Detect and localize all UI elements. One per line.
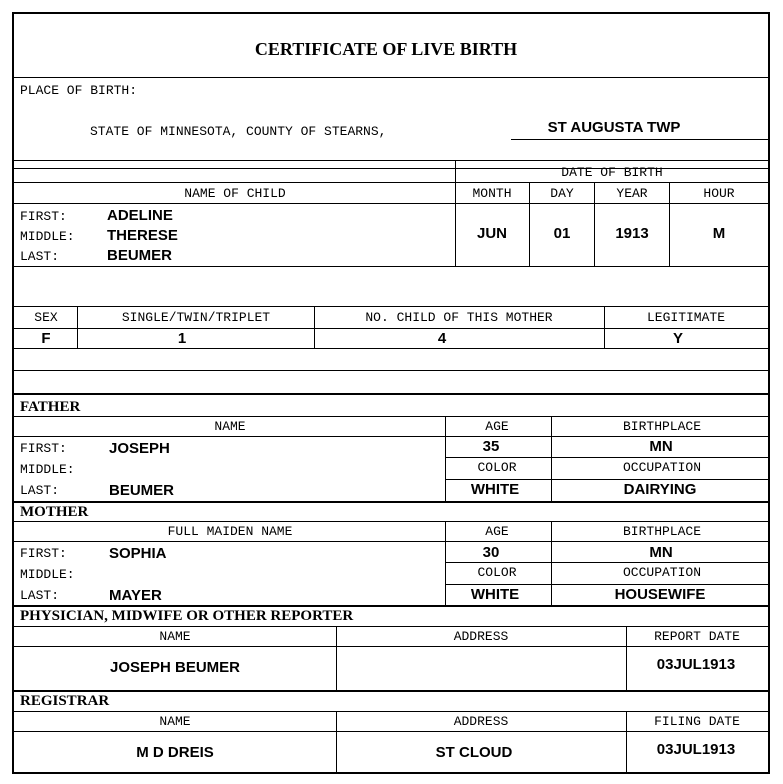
birth-year: 1913 — [615, 225, 649, 242]
mother-first-name: SOPHIA — [109, 545, 167, 562]
mother-occupation: HOUSEWIFE — [614, 586, 706, 603]
place-of-birth-label: PLACE OF BIRTH: — [20, 83, 138, 98]
legitimate-label: LEGITIMATE — [646, 310, 726, 325]
mother-age-label: AGE — [485, 524, 509, 539]
divider — [14, 416, 768, 417]
divider — [551, 521, 552, 605]
birth-hour: M — [712, 225, 726, 242]
registrar-name: M D DREIS — [136, 744, 214, 761]
mother-color: WHITE — [470, 586, 520, 603]
mother-occupation-label: OCCUPATION — [622, 565, 702, 580]
divider — [445, 562, 768, 563]
township-underline — [511, 139, 768, 140]
registrar-address-label: ADDRESS — [453, 714, 509, 729]
plurality-label: SINGLE/TWIN/TRIPLET — [121, 310, 271, 325]
father-last-label: LAST: — [20, 483, 60, 498]
plurality-value: 1 — [177, 330, 187, 347]
father-occupation-label: OCCUPATION — [622, 460, 702, 475]
father-first-label: FIRST: — [20, 441, 67, 456]
divider — [314, 306, 315, 348]
father-first-name: JOSEPH — [109, 440, 170, 457]
divider — [626, 626, 627, 690]
legitimate-value: Y — [672, 330, 684, 347]
section-divider — [14, 690, 768, 692]
father-occupation: DAIRYING — [623, 481, 697, 498]
father-birthplace-label: BIRTHPLACE — [622, 419, 702, 434]
divider — [445, 457, 768, 458]
divider — [336, 711, 337, 772]
divider — [445, 584, 768, 585]
divider — [14, 266, 768, 267]
divider — [14, 521, 768, 522]
physician-name-label: NAME — [159, 629, 191, 644]
mother-name-label: FULL MAIDEN NAME — [167, 524, 293, 539]
divider — [626, 711, 627, 772]
report-date-label: REPORT DATE — [654, 629, 740, 644]
divider — [14, 182, 768, 183]
section-divider — [14, 501, 768, 503]
registrar-name-label: NAME — [159, 714, 191, 729]
father-age: 35 — [482, 438, 500, 455]
child-number-value: 4 — [437, 330, 447, 347]
divider — [14, 370, 768, 371]
father-section-title: FATHER — [20, 399, 81, 415]
child-middle-name: THERESE — [107, 227, 178, 244]
mother-section-title: MOTHER — [20, 504, 89, 520]
divider — [336, 626, 337, 690]
child-last-name: BEUMER — [107, 247, 173, 264]
divider — [14, 541, 768, 542]
child-first-name: ADELINE — [107, 207, 173, 224]
divider — [14, 711, 768, 712]
divider — [14, 328, 768, 329]
divider — [445, 479, 768, 480]
mother-age: 30 — [482, 544, 500, 561]
divider — [14, 626, 768, 627]
divider — [14, 77, 768, 78]
hour-label: HOUR — [703, 186, 735, 201]
divider — [445, 416, 446, 501]
mother-color-label: COLOR — [477, 565, 517, 580]
divider — [551, 416, 552, 501]
mother-middle-label: MIDDLE: — [20, 567, 75, 582]
sex-label: SEX — [34, 310, 58, 325]
father-color: WHITE — [470, 481, 520, 498]
divider — [14, 160, 768, 161]
year-label: YEAR — [616, 186, 648, 201]
mother-first-label: FIRST: — [20, 546, 67, 561]
physician-section-title: PHYSICIAN, MIDWIFE OR OTHER REPORTER — [20, 608, 354, 624]
father-birthplace: MN — [649, 438, 673, 455]
birth-certificate — [12, 12, 770, 774]
place-of-birth-text: STATE OF MINNESOTA, COUNTY OF STEARNS, — [90, 124, 387, 139]
divider — [529, 182, 530, 266]
place-of-birth-township: ST AUGUSTA TWP — [547, 119, 681, 136]
divider — [14, 731, 768, 732]
divider — [455, 160, 456, 266]
mother-last-label: LAST: — [20, 588, 60, 603]
father-color-label: COLOR — [477, 460, 517, 475]
registrar-address: ST CLOUD — [435, 744, 513, 761]
section-divider — [14, 393, 768, 395]
child-first-label: FIRST: — [20, 209, 67, 224]
filing-date: 03JUL1913 — [656, 741, 736, 758]
divider — [77, 306, 78, 348]
mother-birthplace-label: BIRTHPLACE — [622, 524, 702, 539]
father-middle-label: MIDDLE: — [20, 462, 75, 477]
birth-month: JUN — [476, 225, 508, 242]
divider — [669, 182, 670, 266]
father-age-label: AGE — [485, 419, 509, 434]
divider — [604, 306, 605, 348]
date-of-birth-header: DATE OF BIRTH — [561, 165, 663, 180]
father-last-name: BEUMER — [109, 482, 175, 499]
registrar-section-title: REGISTRAR — [20, 693, 110, 709]
day-label: DAY — [550, 186, 574, 201]
divider — [14, 306, 768, 307]
mother-birthplace: MN — [649, 544, 673, 561]
divider — [14, 348, 768, 349]
mother-last-name: MAYER — [109, 587, 162, 604]
divider — [14, 646, 768, 647]
divider — [445, 521, 446, 605]
child-middle-label: MIDDLE: — [20, 229, 75, 244]
divider — [14, 203, 768, 204]
month-label: MONTH — [472, 186, 512, 201]
section-divider — [14, 605, 768, 607]
child-last-label: LAST: — [20, 249, 60, 264]
divider — [594, 182, 595, 266]
child-number-label: NO. CHILD OF THIS MOTHER — [365, 310, 553, 325]
report-date: 03JUL1913 — [656, 656, 736, 673]
physician-name: JOSEPH BEUMER — [109, 659, 241, 676]
divider — [14, 436, 768, 437]
father-name-label: NAME — [214, 419, 246, 434]
filing-date-label: FILING DATE — [654, 714, 740, 729]
name-of-child-header: NAME OF CHILD — [184, 186, 286, 201]
birth-day: 01 — [553, 225, 571, 242]
certificate-title: CERTIFICATE OF LIVE BIRTH — [254, 39, 518, 59]
sex-value: F — [41, 330, 51, 347]
physician-address-label: ADDRESS — [453, 629, 509, 644]
